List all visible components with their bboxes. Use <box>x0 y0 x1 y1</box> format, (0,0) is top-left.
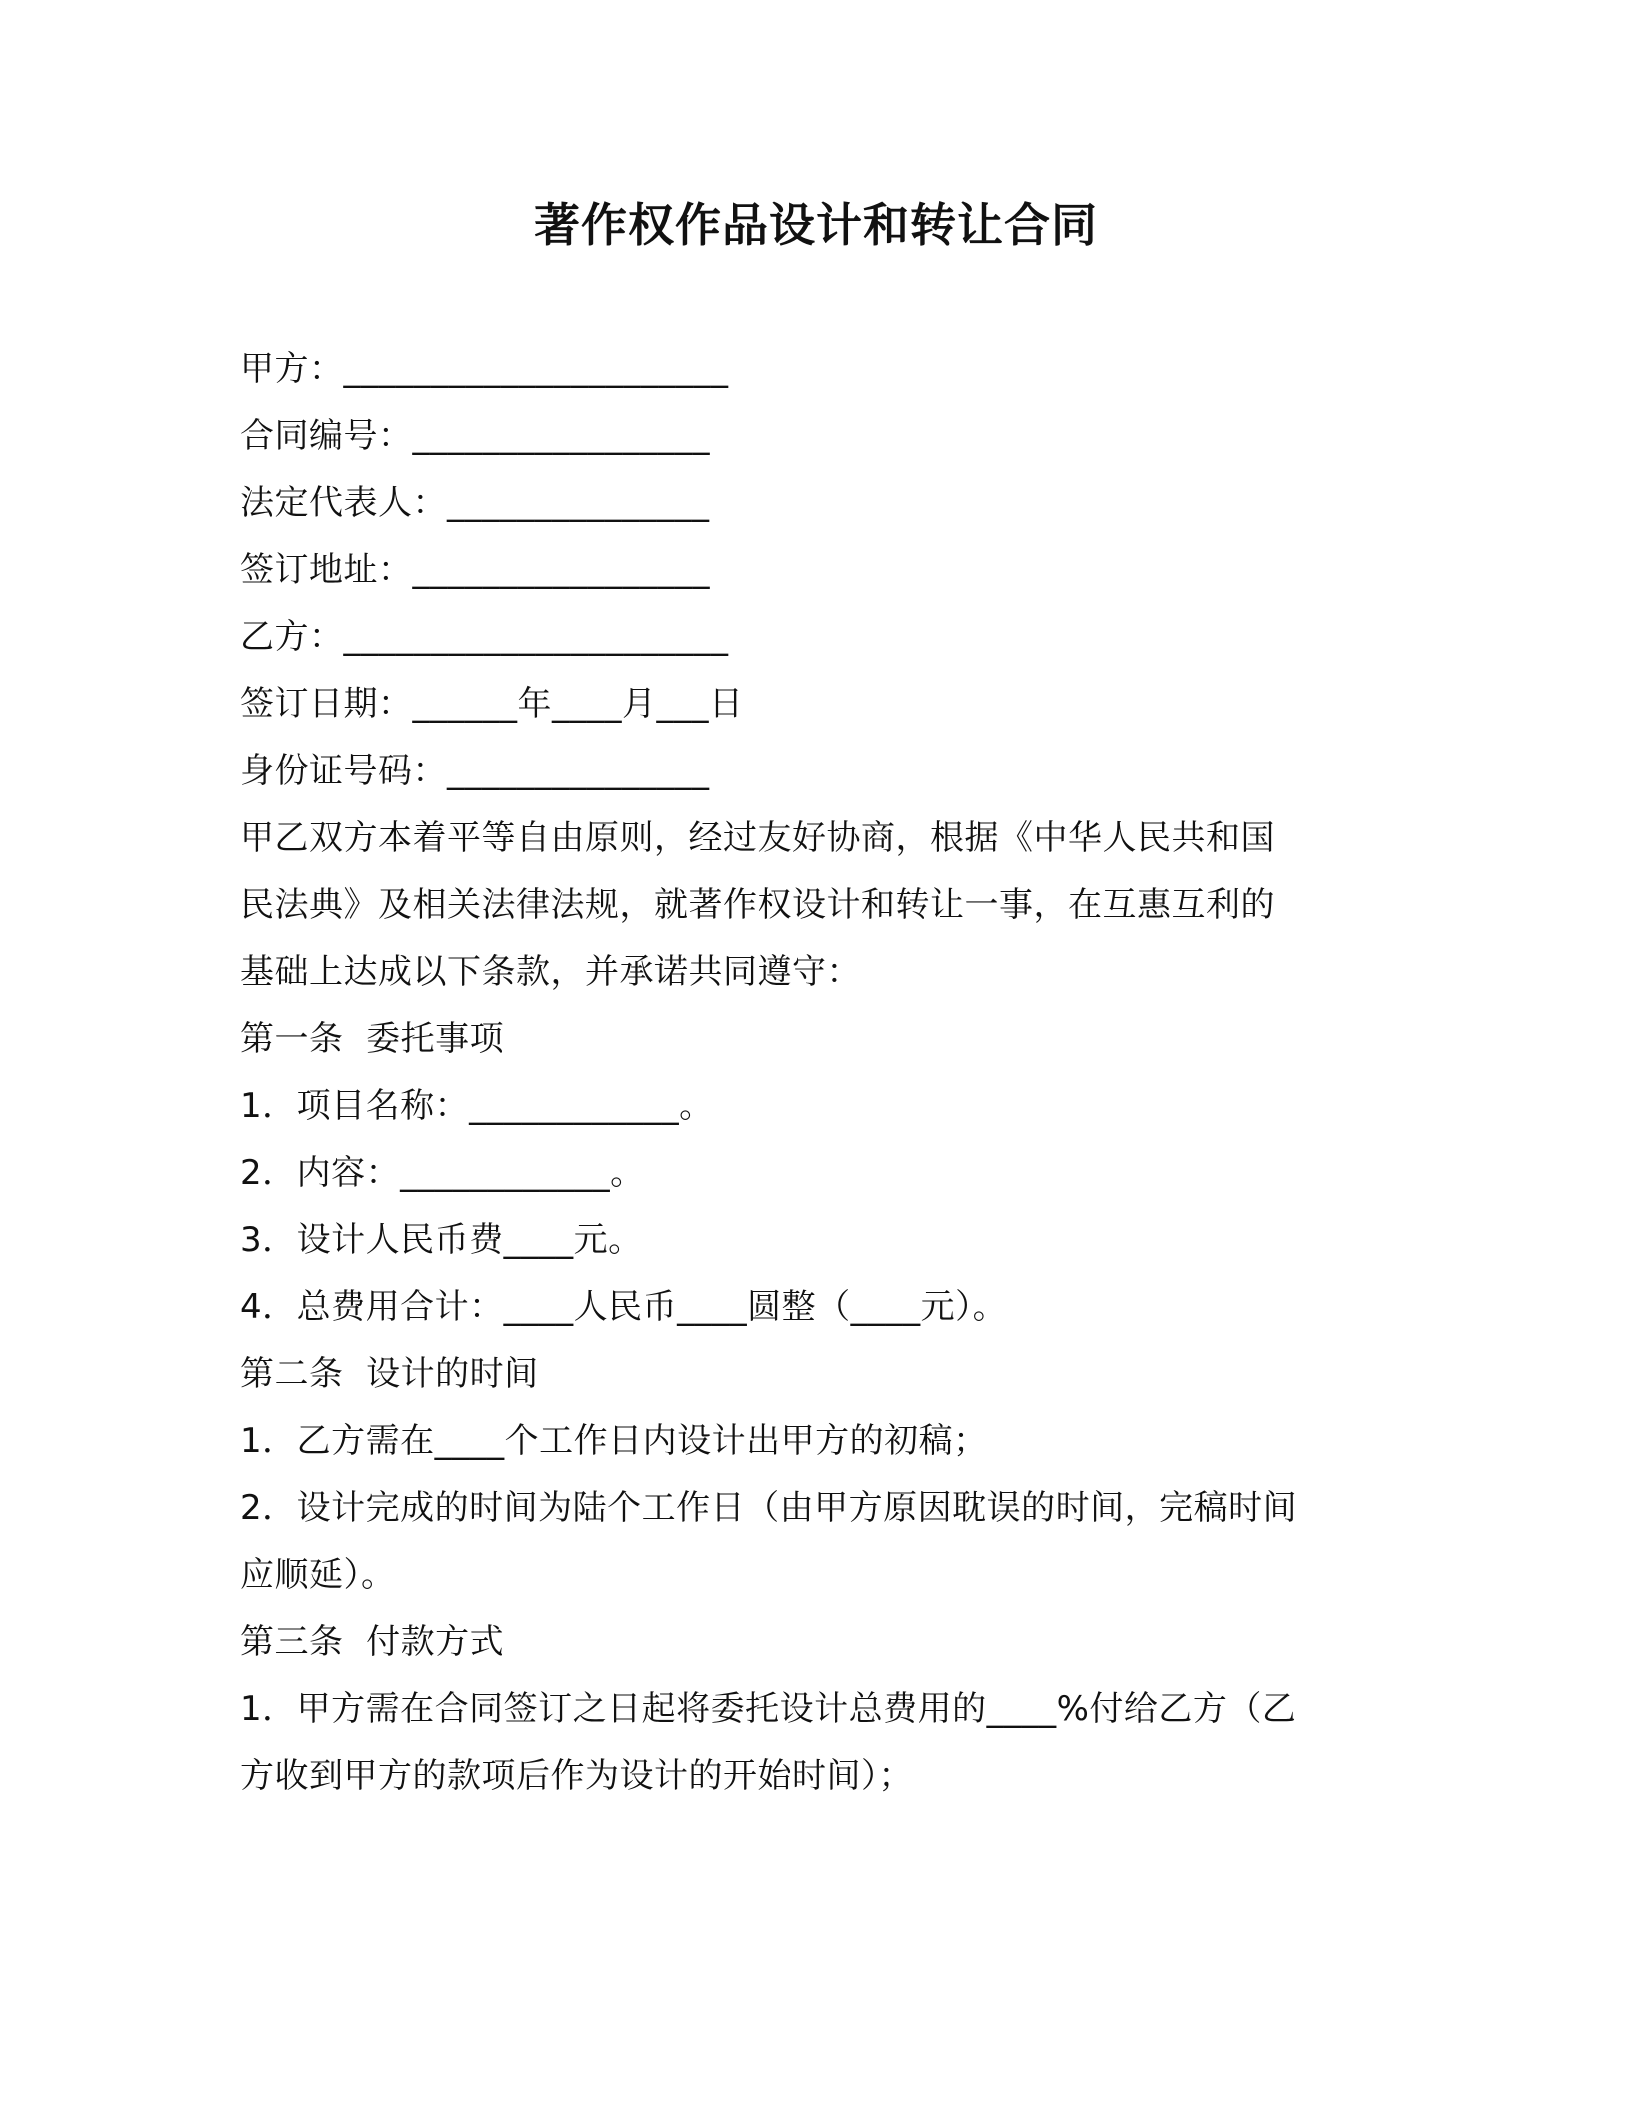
article-2-item-2-line-1: 2．设计完成的时间为陆个工作日（由甲方原因耽误的时间，完稿时间 <box>240 1488 1298 1528</box>
intro-paragraph-line-1: 甲乙双方本着平等自由原则，经过友好协商，根据《中华人民共和国 <box>240 818 1275 858</box>
legal-representative-line: 法定代表人：_______________ <box>240 483 710 523</box>
article-2-heading: 第二条 设计的时间 <box>240 1354 539 1394</box>
article-3-item-1-line-1: 1．甲方需在合同签订之日起将委托设计总费用的____%付给乙方（乙 <box>240 1689 1297 1729</box>
article-3-heading: 第三条 付款方式 <box>240 1622 505 1662</box>
intro-paragraph-line-3: 基础上达成以下条款，并承诺共同遵守： <box>240 952 861 992</box>
signing-address-line: 签订地址：_________________ <box>240 550 710 590</box>
article-2-item-2-line-2: 应顺延）。 <box>240 1555 396 1595</box>
article-1-item-3: 3．设计人民币费____元。 <box>240 1220 643 1260</box>
intro-paragraph-line-2: 民法典》及相关法律法规，就著作权设计和转让一事，在互惠互利的 <box>240 885 1275 925</box>
id-number-line: 身份证号码：_______________ <box>240 751 710 791</box>
document-body <box>240 336 1390 1810</box>
article-3-item-1-line-2: 方收到甲方的款项后作为设计的开始时间）； <box>240 1756 913 1796</box>
party-b-line: 乙方：______________________ <box>240 617 729 657</box>
article-1-item-2: 2．内容：____________。 <box>240 1153 645 1193</box>
party-a-line: 甲方：______________________ <box>240 349 729 389</box>
signing-date-line: 签订日期：______年____月___日 <box>240 684 744 724</box>
article-1-heading: 第一条 委托事项 <box>240 1019 505 1059</box>
article-1-item-1: 1．项目名称：____________。 <box>240 1086 714 1126</box>
document-title: 著作权作品设计和转让合同 <box>534 198 1098 252</box>
article-2-item-1: 1．乙方需在____个工作日内设计出甲方的初稿； <box>240 1421 988 1461</box>
contract-number-line: 合同编号：_________________ <box>240 416 710 456</box>
article-1-item-4: 4．总费用合计：____人民币____圆整（____元）。 <box>240 1287 1008 1327</box>
